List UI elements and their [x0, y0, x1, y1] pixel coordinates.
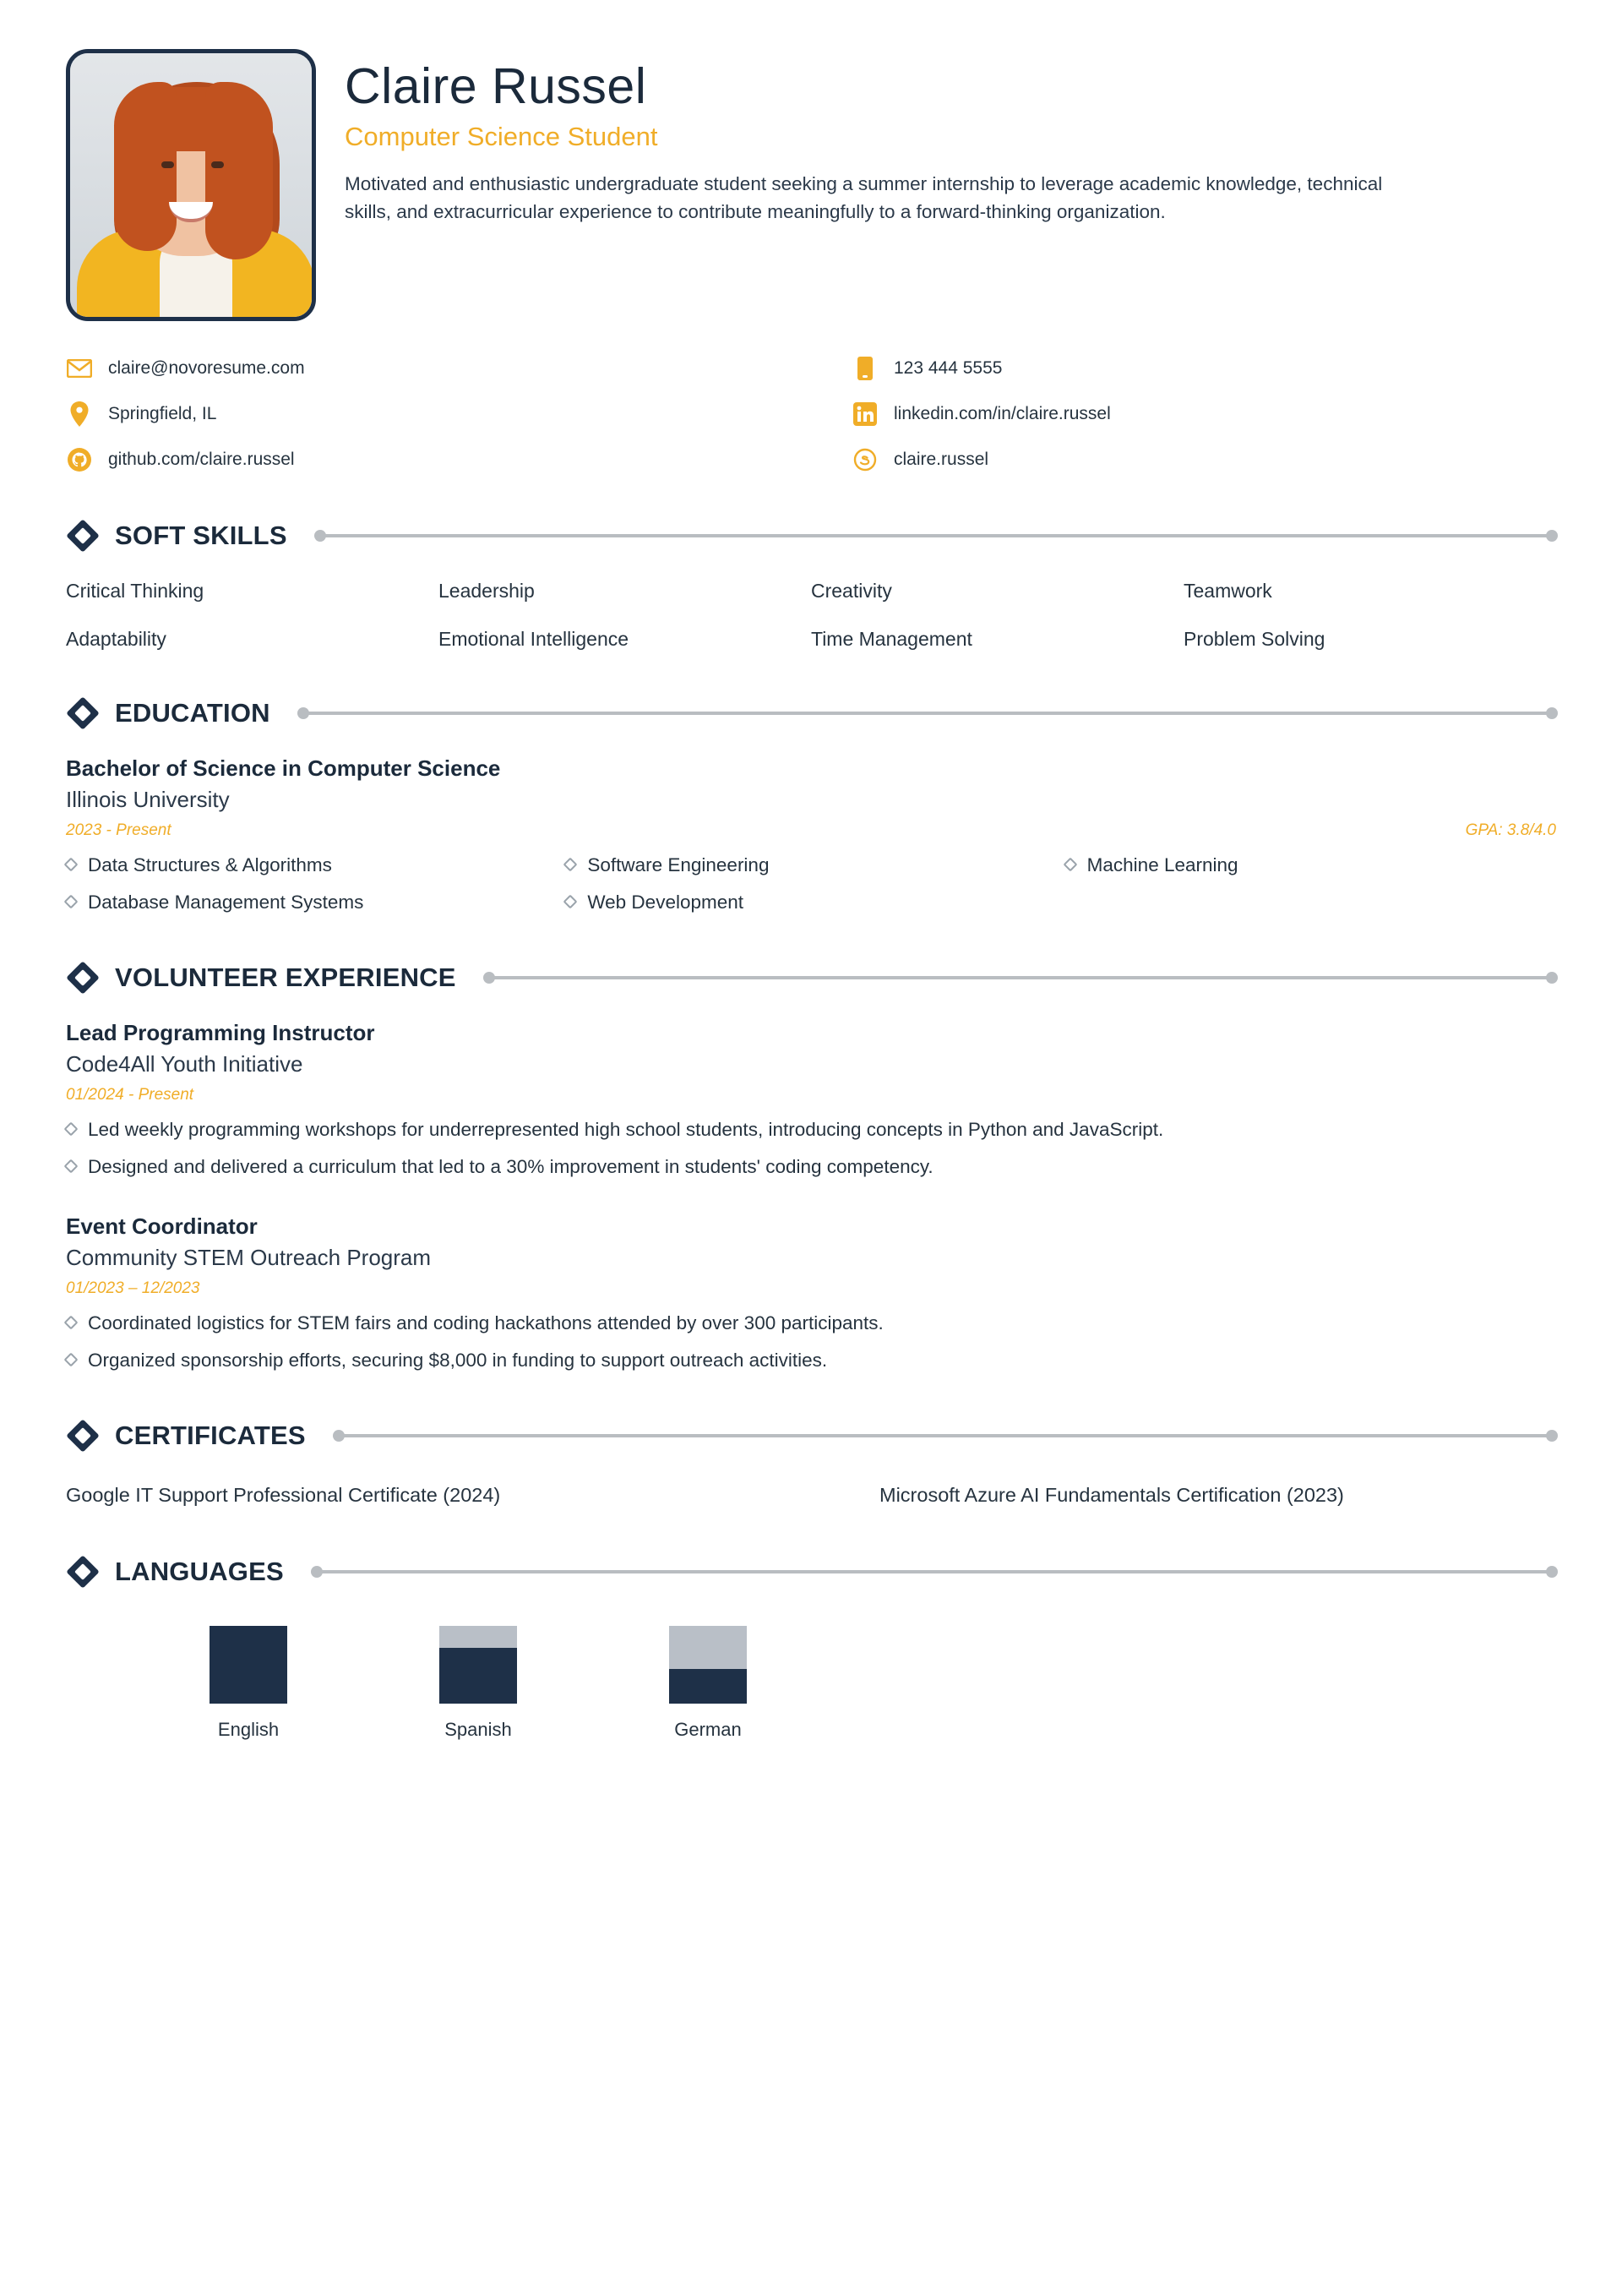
course-item [565, 852, 1056, 879]
section-divider [302, 712, 1553, 715]
section-soft-skills [66, 519, 1556, 651]
skill-item: Teamwork [1184, 580, 1272, 602]
bullet-icon [64, 894, 79, 908]
course-label: Machine Learning [1086, 854, 1238, 875]
resume-header [66, 49, 1556, 321]
skill-item: Creativity [811, 580, 892, 602]
skill-item: Emotional Intelligence [438, 628, 629, 650]
section-divider [319, 534, 1553, 537]
course-item [1065, 852, 1556, 879]
avatar [66, 49, 316, 321]
course-item [66, 889, 557, 916]
bullet-text: Led weekly programming workshops for underrepresented high school students, introducing concepts in Python and JavaScript. [88, 1119, 1164, 1140]
list-item [66, 1116, 1556, 1143]
soft-skills-grid [66, 580, 1556, 651]
section-education [66, 696, 1556, 915]
list-item [66, 1310, 1556, 1337]
skill-item: Adaptability [66, 628, 166, 650]
contact-list [66, 355, 1556, 473]
skype-icon [852, 446, 879, 473]
bullet-list [66, 1116, 1556, 1180]
diamond-icon [66, 961, 100, 995]
skill-item: Time Management [811, 628, 972, 650]
role-title: Event Coordinator [66, 1213, 258, 1239]
certificate-list [66, 1481, 1556, 1509]
contact-location [66, 401, 852, 428]
skill-item: Leadership [438, 580, 535, 602]
course-list [66, 852, 1556, 915]
entry-dates [66, 1279, 1556, 1298]
section-header [66, 519, 1556, 553]
contact-email-value: claire@novoresume.com [108, 358, 305, 378]
bullet-text: Coordinated logistics for STEM fairs and coding hackathons attended by over 300 participants. [88, 1312, 884, 1333]
section-header [66, 1419, 1556, 1453]
page-title: Claire Russel [345, 58, 647, 114]
contact-location-value: Springfield, IL [108, 404, 217, 423]
diamond-icon [66, 1555, 100, 1589]
section-title: LANGUAGES [115, 1556, 284, 1586]
course-item [66, 852, 557, 879]
bullet-icon [64, 1122, 79, 1137]
volunteer-entry [66, 1020, 1556, 1180]
contact-github-value: github.com/claire.russel [108, 450, 295, 469]
education-meta [66, 821, 1556, 840]
location-pin-icon [66, 401, 93, 428]
language-item [181, 1626, 316, 1741]
course-label: Web Development [587, 891, 744, 913]
language-level-fill [669, 1669, 747, 1704]
dates-label: 01/2024 - Present [66, 1086, 194, 1104]
diamond-icon [66, 1419, 100, 1453]
degree-title: Bachelor of Science in Computer Science [66, 755, 501, 781]
email-icon [66, 355, 93, 382]
section-certificates [66, 1419, 1556, 1509]
bullet-icon [563, 894, 578, 908]
language-label: German [674, 1718, 742, 1740]
course-label: Software Engineering [587, 854, 770, 875]
language-level-bar [210, 1626, 287, 1704]
diamond-icon [66, 519, 100, 553]
bullet-icon [64, 1159, 79, 1173]
language-level-bar [669, 1626, 747, 1704]
contact-email[interactable] [66, 355, 852, 382]
language-list [66, 1626, 1556, 1741]
certificate-item: Microsoft Azure AI Fundamentals Certification (2023) [879, 1484, 1344, 1506]
language-item [411, 1626, 546, 1741]
profile-summary: Motivated and enthusiastic undergraduate student seeking a summer internship to leverage academic knowledge, technical skills, and extracurricular experience to contribute meaningfully to a forward-thinking organization. [345, 172, 1383, 222]
bullet-icon [64, 1352, 79, 1366]
bullet-text: Organized sponsorship efforts, securing $8,000 in funding to support outreach activities. [88, 1349, 828, 1371]
course-item [565, 889, 1056, 916]
section-title: VOLUNTEER EXPERIENCE [115, 963, 456, 992]
list-item [66, 1153, 1556, 1181]
organization-name: Community STEM Outreach Program [66, 1245, 432, 1270]
portrait-photo [70, 53, 312, 317]
section-divider [488, 976, 1553, 979]
bullet-icon [64, 1316, 79, 1330]
bullet-icon [563, 858, 578, 872]
bullet-icon [64, 858, 79, 872]
language-label: English [217, 1718, 280, 1740]
section-divider [316, 1570, 1553, 1573]
contact-linkedin-value: linkedin.com/in/claire.russel [894, 404, 1111, 423]
bullet-icon [1063, 858, 1077, 872]
section-divider [338, 1434, 1553, 1437]
language-level-fill [439, 1648, 517, 1704]
contact-skype-value: claire.russel [894, 450, 989, 469]
section-volunteer-experience [66, 961, 1556, 1373]
bullet-text: Designed and delivered a curriculum that led to a 30% improvement in students' coding competency. [88, 1155, 933, 1177]
volunteer-entry [66, 1213, 1556, 1373]
language-level-fill [210, 1626, 287, 1704]
organization-name: Code4All Youth Initiative [66, 1051, 303, 1077]
entry-dates [66, 1086, 1556, 1104]
course-label: Data Structures & Algorithms [88, 854, 332, 875]
diamond-icon [66, 696, 100, 730]
certificate-item: Google IT Support Professional Certificate (2024) [66, 1484, 501, 1506]
section-title: CERTIFICATES [115, 1421, 306, 1450]
contact-phone-value: 123 444 5555 [894, 358, 1003, 378]
skill-item: Problem Solving [1184, 628, 1325, 650]
language-label: Spanish [444, 1718, 512, 1740]
education-dates: 2023 - Present [66, 821, 171, 839]
section-title: EDUCATION [115, 698, 270, 728]
school-name: Illinois University [66, 787, 230, 812]
skill-item: Critical Thinking [66, 580, 204, 602]
section-header [66, 1555, 1556, 1589]
contact-skype[interactable] [852, 446, 1556, 473]
list-item [66, 1347, 1556, 1374]
bullet-list [66, 1310, 1556, 1373]
phone-icon [852, 355, 879, 382]
contact-phone[interactable] [852, 355, 1556, 382]
education-entry [66, 755, 1556, 915]
contact-github[interactable] [66, 446, 852, 473]
github-icon [66, 446, 93, 473]
dates-label: 01/2023 – 12/2023 [66, 1279, 200, 1297]
education-gpa: GPA: 3.8/4.0 [1465, 821, 1556, 839]
section-header [66, 961, 1556, 995]
role-title: Lead Programming Instructor [66, 1020, 375, 1045]
contact-linkedin[interactable] [852, 401, 1556, 428]
language-level-bar [439, 1626, 517, 1704]
course-label: Database Management Systems [88, 891, 364, 913]
job-title: Computer Science Student [345, 121, 658, 151]
section-languages [66, 1555, 1556, 1741]
linkedin-icon [852, 401, 879, 428]
section-title: SOFT SKILLS [115, 521, 287, 550]
language-item [640, 1626, 776, 1741]
section-header [66, 696, 1556, 730]
